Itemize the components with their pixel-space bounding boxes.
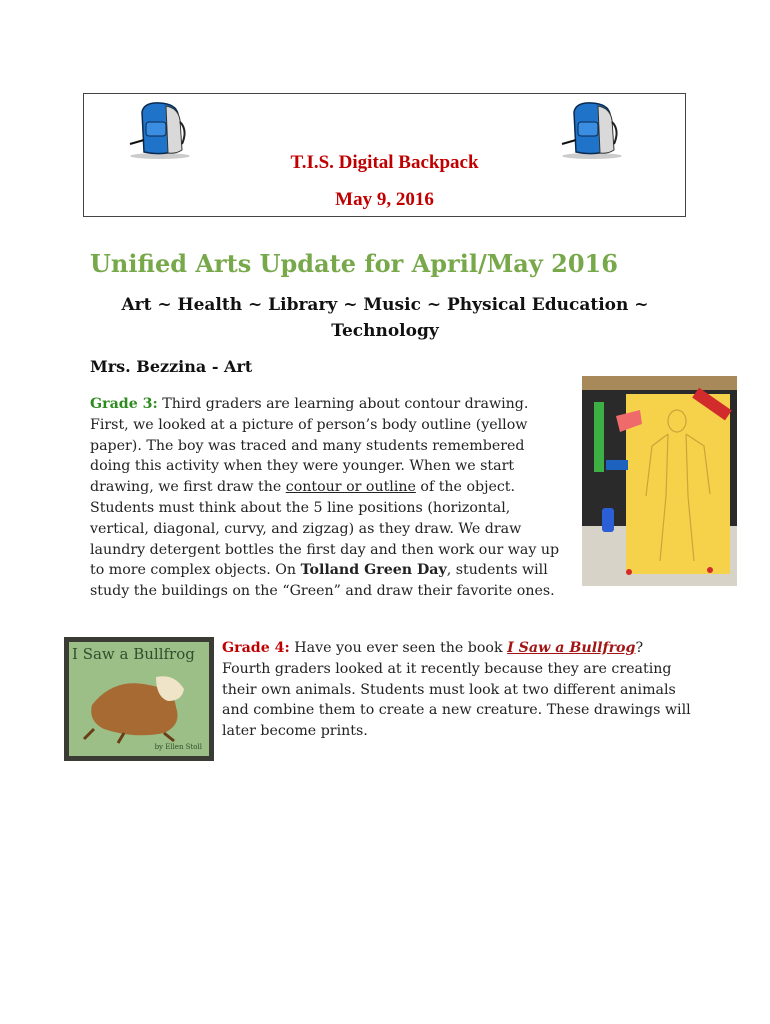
book-title: I Saw a Bullfrog — [507, 640, 636, 656]
page-title: Unified Arts Update for April/May 2016 — [90, 249, 618, 278]
contour-outline-term: contour or outline — [285, 479, 416, 496]
grade4-text: ? Fourth graders looked at it recently because they are creating their own animals. Students must look at two different animals and combine them to create a new creature. These drawings will later become prints. — [222, 640, 691, 740]
grade4-text: Have you ever seen the book — [289, 640, 508, 656]
bullfrog-book-cover — [64, 637, 214, 761]
newsletter-header — [83, 93, 686, 217]
grade3-text: Third graders are learning about contour drawing. First, we looked at a picture of person’s body outline (yellow paper). The boy was traced and many students remembered doing this activity when they were younger. When we start drawing, we first draw the — [90, 396, 529, 496]
body-outline-image — [582, 376, 737, 586]
grade3-label: Grade 3: — [90, 396, 158, 412]
tolland-green-day: Tolland Green Day — [300, 562, 447, 579]
grade4-label: Grade 4: — [222, 640, 290, 656]
subjects-line: Art ~ Health ~ Library ~ Music ~ Physical Education ~ — [121, 295, 649, 315]
newsletter-title: T.I.S. Digital Backpack — [290, 152, 479, 173]
grade3-text: , students will study the buildings on the “Green” and draw their favorite ones. — [90, 562, 555, 600]
grade4-paragraph — [222, 638, 692, 742]
teacher-name: Mrs. Bezzina - Art — [90, 357, 253, 376]
backpack-icon — [122, 100, 194, 160]
subjects-list — [90, 292, 680, 344]
book-cover-title: I Saw a Bullfrog — [72, 645, 195, 663]
backpack-icon — [554, 100, 626, 160]
newsletter-date: May 9, 2016 — [335, 189, 434, 210]
grade3-text: of the object. Students must think about the 5 line positions (horizontal, vertical, diagonal, curvy, and zigzag) as they draw. We draw laundry detergent bottles the first day and then work our way up to more complex objects. On — [90, 479, 560, 579]
book-cover-author: by Ellen Stoll — [154, 743, 202, 751]
body-outline-photo — [582, 376, 737, 586]
subjects-line: Technology — [331, 321, 439, 341]
grade3-paragraph — [90, 394, 565, 602]
